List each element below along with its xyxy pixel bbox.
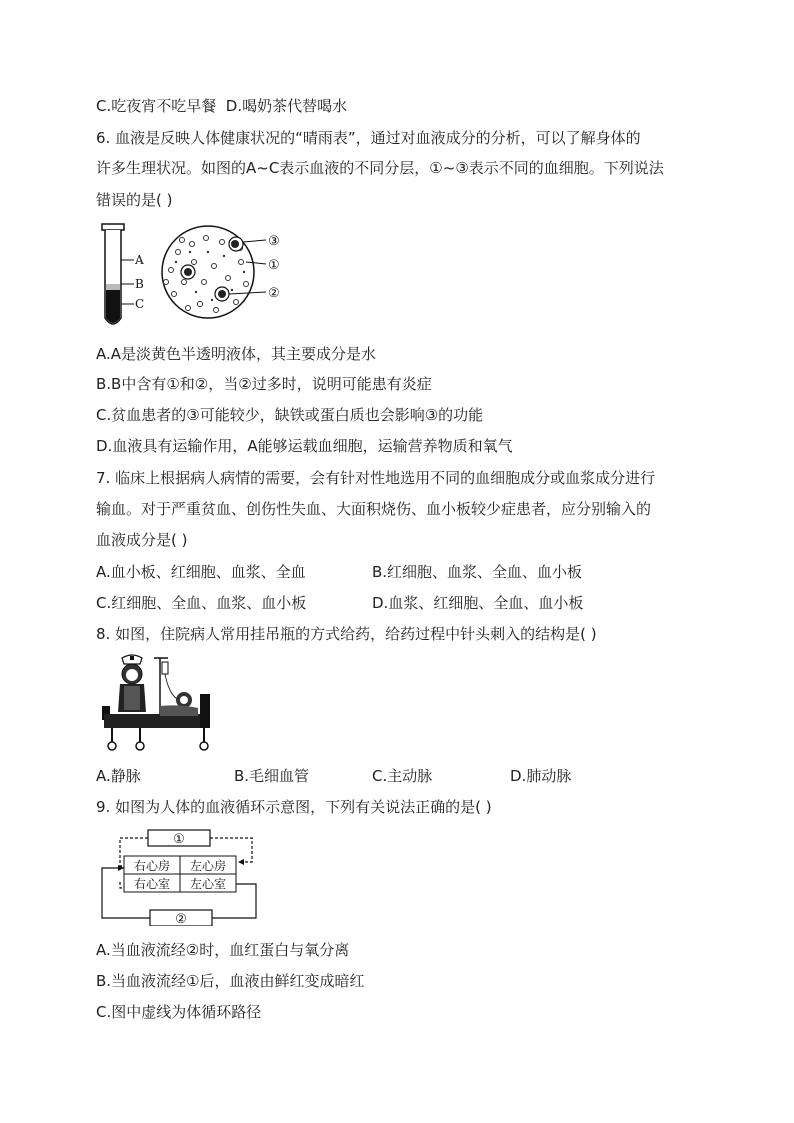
test-tube bbox=[102, 224, 144, 324]
cell-label-1: ① bbox=[268, 258, 280, 273]
patient-bed bbox=[102, 692, 210, 750]
left-atrium-label: 左心房 bbox=[189, 859, 227, 873]
q5-option-d: D.喝奶茶代替喝水 bbox=[225, 97, 348, 115]
q9-option-b: B.当血液流经①后，血液由鲜红变成暗红 bbox=[96, 972, 365, 990]
q6-option-a: A.A是淡黄色半透明液体，其主要成分是水 bbox=[96, 345, 377, 363]
tube-layer-b bbox=[106, 284, 120, 290]
q6-stem-line-3: 错误的是( ) bbox=[96, 191, 173, 209]
q8-stem: 8. 如图，住院病人常用挂吊瓶的方式给药，给药过程中针头刺入的结构是( ) bbox=[96, 625, 597, 643]
q9-option-c: C.图中虚线为体循环路径 bbox=[96, 1003, 262, 1021]
right-atrium-label: 右心房 bbox=[133, 859, 171, 873]
q6-option-c: C.贫血患者的③可能较少，缺铁或蛋白质也会影响③的功能 bbox=[96, 406, 484, 424]
tube-label-b: B bbox=[135, 277, 144, 291]
q6-option-d: D.血液具有运输作用，A能够运载血细胞，运输营养物质和氧气 bbox=[96, 437, 513, 455]
q8-option-d: D.肺动脉 bbox=[510, 767, 572, 785]
tube-layer-c bbox=[106, 290, 120, 323]
q7-stem-line-2: 输血。对于严重贫血、创伤性失血、大面积烧伤、血小板较少症患者，应分别输入的 bbox=[96, 500, 652, 518]
q7-stem-line-3: 血液成分是( ) bbox=[96, 531, 188, 549]
box-2-label: ② bbox=[175, 912, 187, 926]
q8-option-a: A.静脉 bbox=[96, 767, 141, 785]
q9-stem: 9. 如图为人体的血液循环示意图，下列有关说法正确的是( ) bbox=[96, 798, 492, 816]
blood-smear bbox=[162, 226, 280, 318]
box-1-label: ① bbox=[173, 832, 185, 847]
tube-label-a: A bbox=[135, 253, 144, 267]
left-ventricle-label: 左心室 bbox=[189, 877, 227, 891]
q7-stem-line-1: 7. 临床上根据病人病情的需要，会有针对性地选用不同的血细胞成分或血浆成分进行 bbox=[96, 469, 656, 487]
q9-option-a: A.当血液流经②时，血红蛋白与氧分离 bbox=[96, 941, 350, 959]
circulation-diagram bbox=[96, 826, 262, 926]
blood-figure bbox=[96, 222, 296, 332]
q7-option-b: B.红细胞、血浆、全血、血小板 bbox=[372, 563, 583, 581]
q8-option-b: B.毛细血管 bbox=[234, 767, 310, 785]
q5-options-cd bbox=[96, 96, 347, 116]
q6-stem-line-1: 6. 血液是反映人体健康状况的“晴雨表”，通过对血液成分的分析，可以了解身体的 bbox=[96, 129, 641, 147]
hospital-iv-figure bbox=[100, 650, 218, 752]
q6-option-b: B.B中含有①和②，当②过多时，说明可能患有炎症 bbox=[96, 375, 432, 393]
q6-stem-line-2: 许多生理状况。如图的A~C表示血液的不同分层，①~③表示不同的血细胞。下列说法 bbox=[96, 159, 664, 177]
tube-label-c: C bbox=[135, 297, 145, 311]
q7-option-c: C.红细胞、全血、血浆、血小板 bbox=[96, 594, 307, 612]
q8-option-c: C.主动脉 bbox=[372, 767, 433, 785]
q7-option-d: D.血浆、红细胞、全血、血小板 bbox=[372, 594, 584, 612]
cell-label-2: ② bbox=[268, 286, 280, 301]
q5-option-c: C.吃夜宵不吃早餐 bbox=[96, 97, 217, 115]
q7-option-a: A.血小板、红细胞、血浆、全血 bbox=[96, 563, 306, 581]
nurse bbox=[118, 655, 146, 712]
right-ventricle-label: 右心室 bbox=[133, 877, 171, 891]
cell-label-3: ③ bbox=[268, 234, 280, 249]
